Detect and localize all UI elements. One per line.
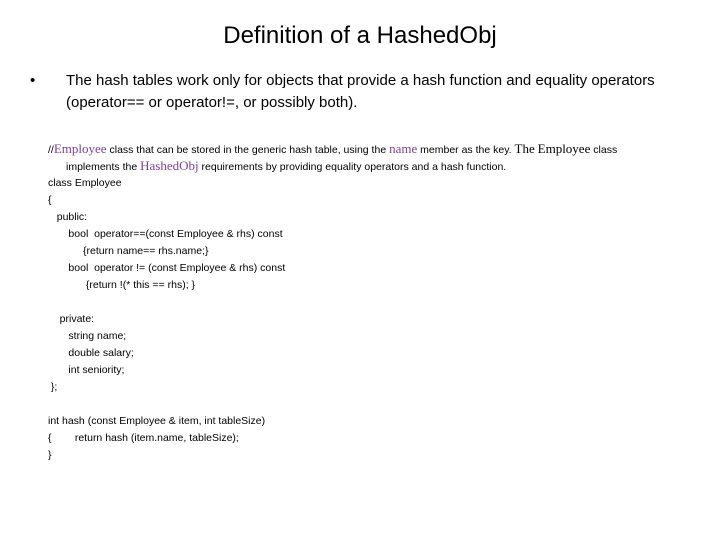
comment-name-term: name — [389, 141, 418, 156]
comment-text-2: member as the key. — [417, 144, 515, 156]
code-line: { return hash (item.name, tableSize); — [48, 432, 239, 444]
bullet-text: The hash tables work only for objects that provide a hash function and equality operators (operator== or operator!=, or possibly both). — [66, 72, 655, 111]
slide-title: Definition of a HashedObj — [223, 22, 497, 49]
code-line: {return name== rhs.name;} — [48, 245, 209, 257]
comment-employee-term: Employee — [53, 141, 107, 156]
code-line: double salary; — [48, 347, 134, 359]
code-line: int hash (const Employee & item, int tableSize) — [48, 415, 266, 427]
code-line: {return !(* this == rhs); } — [48, 279, 196, 291]
bullet-marker: • — [30, 72, 36, 89]
code-line: bool operator != (const Employee & rhs) const — [48, 262, 286, 274]
code-line: { — [48, 194, 52, 206]
comment-employee-term-2: Employee — [537, 141, 591, 156]
code-line — [48, 294, 698, 311]
code-line: public: — [48, 211, 88, 223]
comment-text-4: class — [590, 144, 618, 156]
code-line: }; — [48, 381, 58, 393]
code-line: bool operator==(const Employee & rhs) const — [48, 228, 283, 240]
comment-text-1: class that can be stored in the generic hash table, using the — [106, 144, 390, 156]
code-line: private: — [48, 313, 95, 325]
comment-text-6: requirements by providing equality operators and a hash function. — [198, 161, 507, 173]
code-line — [48, 396, 698, 413]
comment-the-term: The — [514, 141, 535, 156]
code-line: } — [48, 449, 52, 461]
code-line: class Employee — [48, 177, 122, 189]
code-comment-line-1 — [48, 141, 698, 158]
comment-hashedobj-term: HashedObj — [140, 158, 199, 173]
code-block — [48, 141, 698, 464]
comment-slashes: // — [48, 144, 54, 156]
code-comment-line-2 — [48, 158, 698, 175]
code-line: string name; — [48, 330, 127, 342]
comment-text-5: implements the — [66, 161, 141, 173]
code-line: int seniority; — [48, 364, 125, 376]
